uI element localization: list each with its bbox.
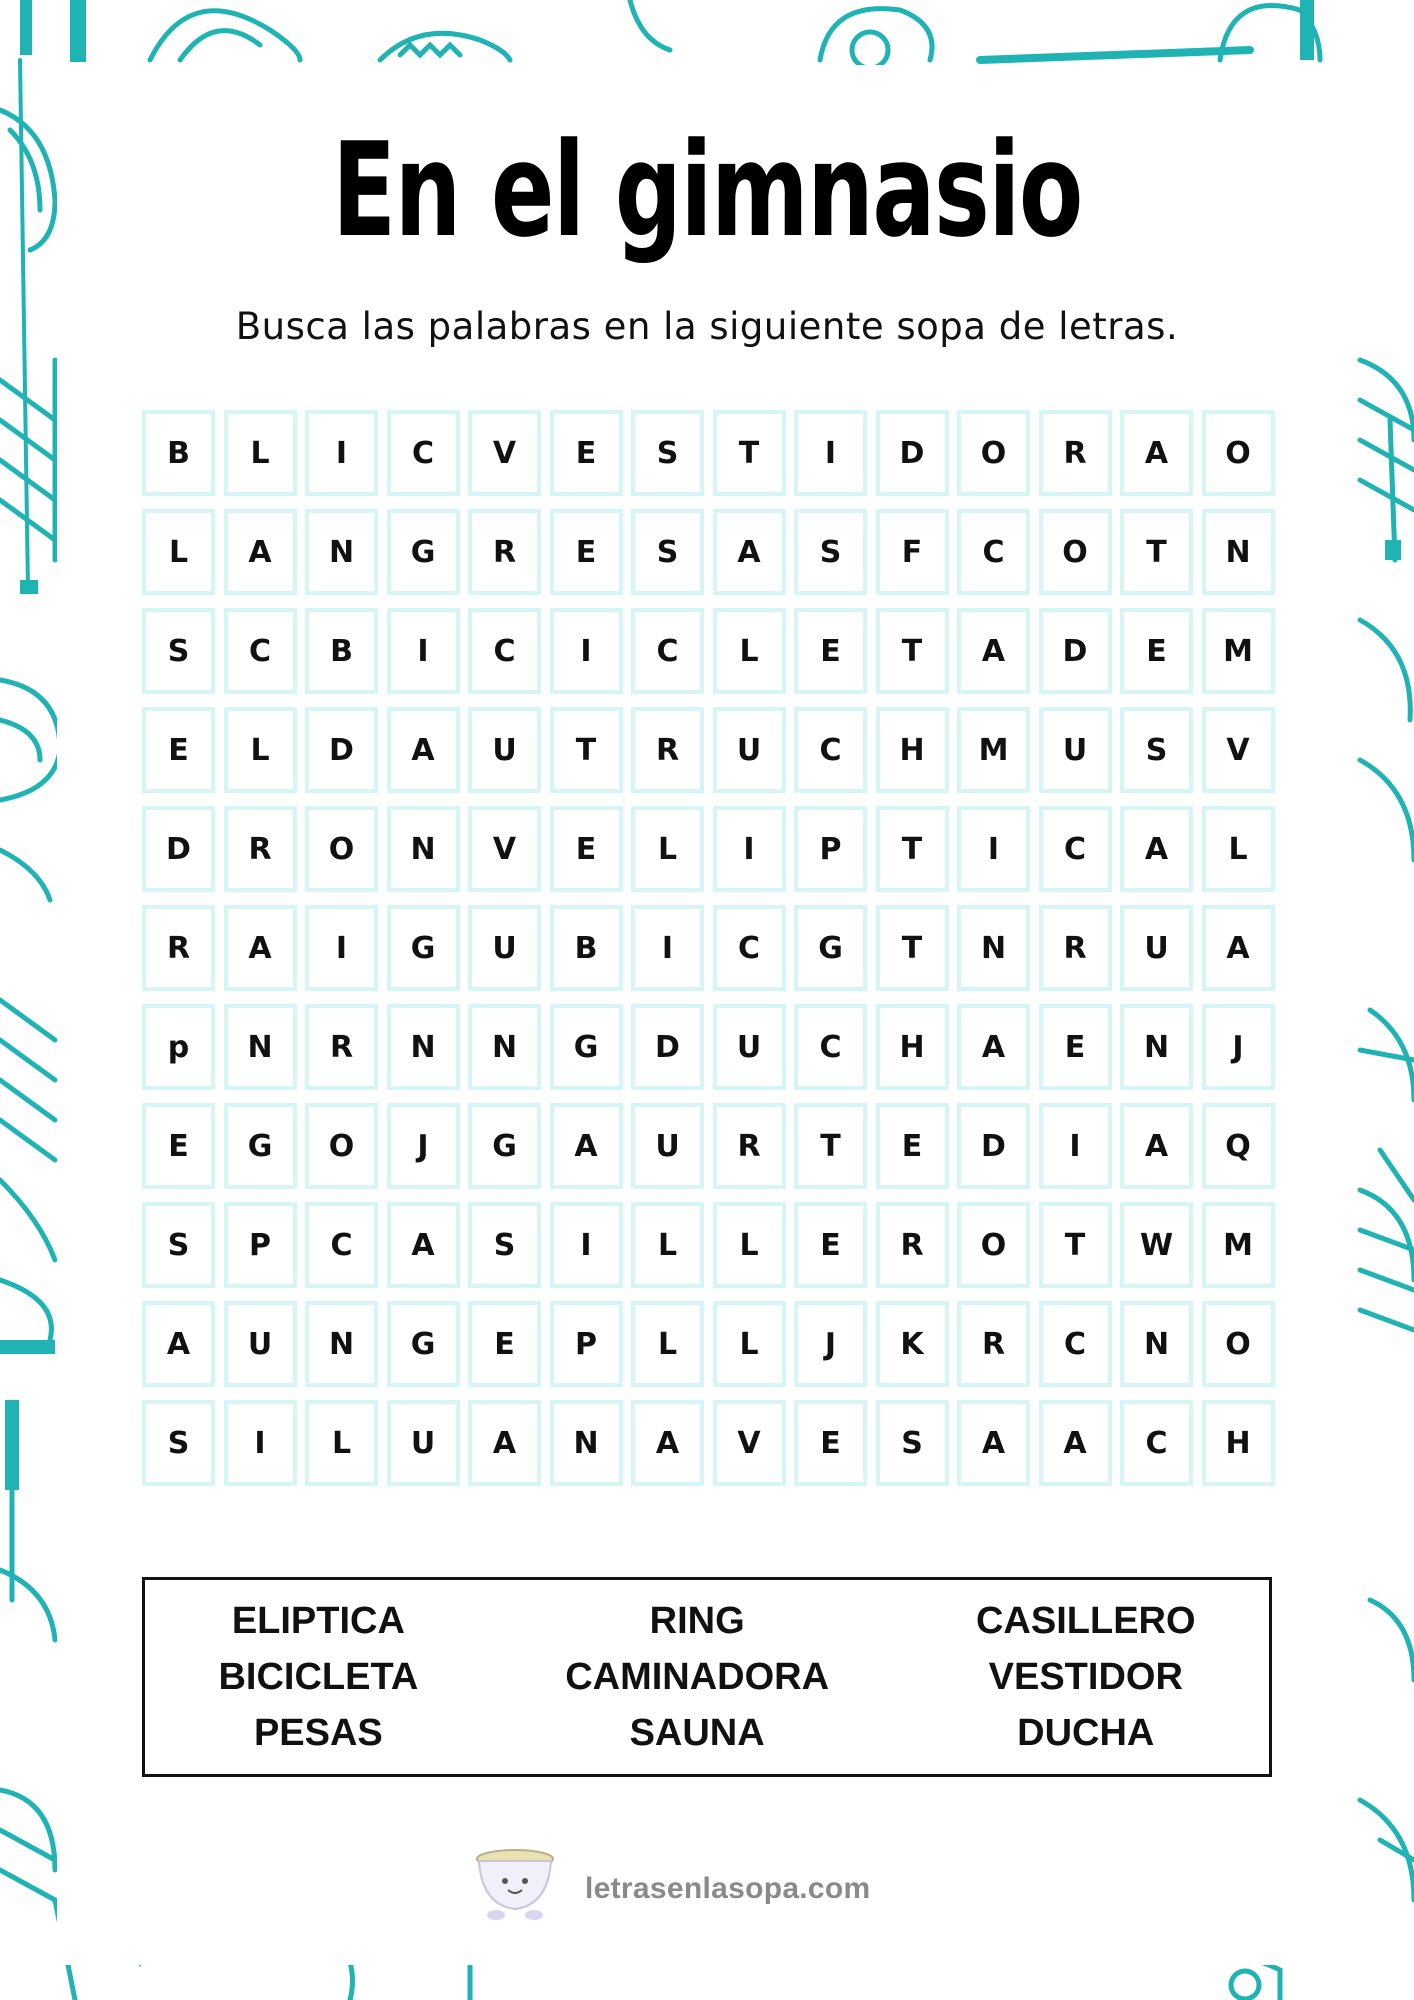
word-to-find: VESTIDOR — [988, 1656, 1183, 1698]
grid-cell: C — [631, 608, 704, 694]
grid-cell: V — [713, 1400, 786, 1486]
grid-cell: p — [142, 1004, 215, 1090]
grid-cell: C — [305, 1202, 378, 1288]
grid-cell: I — [1039, 1103, 1112, 1189]
grid-cell: G — [468, 1103, 541, 1189]
grid-cell: A — [224, 509, 297, 595]
grid-cell: O — [1039, 509, 1112, 595]
grid-cell: R — [957, 1301, 1030, 1387]
grid-cell: G — [550, 1004, 623, 1090]
grid-cell: A — [1039, 1400, 1112, 1486]
grid-cell: A — [224, 905, 297, 991]
grid-cell: R — [468, 509, 541, 595]
word-to-find: DUCHA — [1017, 1712, 1155, 1754]
grid-cell: U — [224, 1301, 297, 1387]
grid-cell: R — [713, 1103, 786, 1189]
grid-cell: H — [876, 1004, 949, 1090]
grid-cell: L — [631, 806, 704, 892]
grid-cell: I — [305, 905, 378, 991]
grid-cell: I — [957, 806, 1030, 892]
grid-cell: A — [957, 1004, 1030, 1090]
grid-cell: A — [957, 608, 1030, 694]
grid-cell: S — [468, 1202, 541, 1288]
grid-cell: S — [631, 410, 704, 496]
grid-cell: N — [387, 806, 460, 892]
grid-cell: R — [1039, 905, 1112, 991]
grid-cell: C — [1120, 1400, 1193, 1486]
grid-cell: O — [957, 410, 1030, 496]
grid-cell: E — [550, 410, 623, 496]
grid-cell: T — [876, 905, 949, 991]
grid-cell: D — [1039, 608, 1112, 694]
grid-cell: C — [1039, 1301, 1112, 1387]
grid-cell: O — [957, 1202, 1030, 1288]
grid-cell: U — [713, 707, 786, 793]
soup-bowl-icon — [470, 1843, 560, 1923]
word-to-find: RING — [649, 1600, 745, 1642]
grid-cell: L — [142, 509, 215, 595]
grid-cell: I — [550, 608, 623, 694]
grid-cell: M — [957, 707, 1030, 793]
grid-cell: L — [1202, 806, 1275, 892]
grid-cell: C — [387, 410, 460, 496]
grid-cell: A — [713, 509, 786, 595]
grid-cell: H — [876, 707, 949, 793]
grid-cell: E — [794, 1400, 867, 1486]
grid-cell: L — [631, 1202, 704, 1288]
grid-cell: G — [794, 905, 867, 991]
grid-cell: A — [1120, 806, 1193, 892]
grid-cell: N — [1120, 1301, 1193, 1387]
grid-cell: D — [142, 806, 215, 892]
grid-cell: I — [713, 806, 786, 892]
grid-cell: C — [794, 1004, 867, 1090]
grid-cell: C — [224, 608, 297, 694]
grid-cell: R — [631, 707, 704, 793]
grid-cell: O — [1202, 410, 1275, 496]
grid-cell: G — [387, 1301, 460, 1387]
grid-cell: R — [1039, 410, 1112, 496]
grid-cell: N — [1202, 509, 1275, 595]
grid-cell: L — [713, 1301, 786, 1387]
grid-cell: T — [794, 1103, 867, 1189]
grid-cell: O — [305, 806, 378, 892]
grid-cell: N — [387, 1004, 460, 1090]
grid-cell: E — [550, 806, 623, 892]
grid-cell: A — [142, 1301, 215, 1387]
grid-cell: L — [305, 1400, 378, 1486]
grid-cell: K — [876, 1301, 949, 1387]
website-link[interactable]: letrasenlasopa.com — [585, 1872, 871, 1905]
grid-cell: N — [224, 1004, 297, 1090]
grid-cell: P — [550, 1301, 623, 1387]
grid-cell: S — [876, 1400, 949, 1486]
word-list-box — [142, 1577, 1272, 1777]
grid-cell: F — [876, 509, 949, 595]
grid-cell: T — [1120, 509, 1193, 595]
grid-cell: E — [794, 1202, 867, 1288]
word-to-find: CASILLERO — [975, 1600, 1196, 1642]
grid-cell: S — [1120, 707, 1193, 793]
word-to-find: PESAS — [253, 1712, 383, 1754]
grid-cell: M — [1202, 608, 1275, 694]
grid-cell: N — [468, 1004, 541, 1090]
grid-cell: V — [468, 806, 541, 892]
grid-cell: R — [876, 1202, 949, 1288]
grid-cell: L — [224, 707, 297, 793]
grid-cell: U — [713, 1004, 786, 1090]
word-to-find: CAMINADORA — [565, 1656, 830, 1698]
grid-cell: W — [1120, 1202, 1193, 1288]
grid-cell: I — [387, 608, 460, 694]
grid-cell: A — [1120, 1103, 1193, 1189]
grid-cell: L — [631, 1301, 704, 1387]
grid-cell: U — [1120, 905, 1193, 991]
grid-cell: H — [1202, 1400, 1275, 1486]
grid-cell: U — [1039, 707, 1112, 793]
grid-cell: A — [387, 1202, 460, 1288]
grid-cell: C — [794, 707, 867, 793]
grid-cell: B — [550, 905, 623, 991]
grid-cell: P — [224, 1202, 297, 1288]
grid-cell: S — [794, 509, 867, 595]
grid-cell: I — [794, 410, 867, 496]
grid-cell: A — [550, 1103, 623, 1189]
grid-cell: T — [713, 410, 786, 496]
grid-cell: E — [1120, 608, 1193, 694]
grid-cell: N — [550, 1400, 623, 1486]
grid-cell: U — [468, 707, 541, 793]
grid-cell: E — [794, 608, 867, 694]
grid-cell: V — [1202, 707, 1275, 793]
grid-cell: B — [305, 608, 378, 694]
grid-cell: V — [468, 410, 541, 496]
grid-cell: N — [1120, 1004, 1193, 1090]
grid-cell: O — [1202, 1301, 1275, 1387]
word-list-column — [218, 1593, 418, 1761]
grid-cell: E — [142, 707, 215, 793]
grid-cell: S — [142, 1400, 215, 1486]
grid-cell: M — [1202, 1202, 1275, 1288]
grid-cell: C — [1039, 806, 1112, 892]
word-list-column — [976, 1593, 1196, 1761]
grid-cell: Q — [1202, 1103, 1275, 1189]
grid-cell: G — [387, 905, 460, 991]
grid-cell: E — [876, 1103, 949, 1189]
grid-cell: A — [1202, 905, 1275, 991]
grid-cell: G — [224, 1103, 297, 1189]
grid-cell: A — [387, 707, 460, 793]
grid-cell: L — [224, 410, 297, 496]
grid-cell: E — [1039, 1004, 1112, 1090]
grid-cell: E — [550, 509, 623, 595]
grid-cell: J — [1202, 1004, 1275, 1090]
grid-cell: T — [550, 707, 623, 793]
grid-cell: D — [305, 707, 378, 793]
grid-cell: N — [305, 1301, 378, 1387]
word-list-column — [565, 1593, 829, 1761]
grid-cell: C — [468, 608, 541, 694]
grid-cell: L — [713, 1202, 786, 1288]
grid-cell: U — [387, 1400, 460, 1486]
grid-cell: A — [631, 1400, 704, 1486]
grid-cell: T — [1039, 1202, 1112, 1288]
grid-cell: A — [1120, 410, 1193, 496]
grid-cell: E — [142, 1103, 215, 1189]
grid-cell: J — [794, 1301, 867, 1387]
grid-cell: U — [468, 905, 541, 991]
grid-cell: C — [957, 509, 1030, 595]
grid-cell: P — [794, 806, 867, 892]
grid-cell: J — [387, 1103, 460, 1189]
grid-cell: I — [631, 905, 704, 991]
grid-cell: R — [224, 806, 297, 892]
grid-cell: A — [468, 1400, 541, 1486]
word-to-find: ELIPTICA — [231, 1600, 405, 1642]
page-title: En el gimnasio — [332, 114, 1082, 266]
grid-cell: T — [876, 806, 949, 892]
word-search-grid — [142, 410, 1275, 1486]
grid-cell: B — [142, 410, 215, 496]
grid-cell: G — [387, 509, 460, 595]
grid-cell: E — [468, 1301, 541, 1387]
grid-cell: S — [142, 608, 215, 694]
grid-cell: D — [631, 1004, 704, 1090]
grid-cell: S — [631, 509, 704, 595]
grid-cell: I — [305, 410, 378, 496]
grid-cell: L — [713, 608, 786, 694]
grid-cell: N — [957, 905, 1030, 991]
grid-cell: D — [876, 410, 949, 496]
instructions-text: Busca las palabras en la siguiente sopa de letras. — [235, 305, 1179, 348]
grid-cell: N — [305, 509, 378, 595]
grid-cell: T — [876, 608, 949, 694]
grid-cell: R — [142, 905, 215, 991]
grid-cell: C — [713, 905, 786, 991]
grid-cell: I — [550, 1202, 623, 1288]
grid-cell: D — [957, 1103, 1030, 1189]
word-to-find: BICICLETA — [218, 1656, 419, 1698]
grid-cell: O — [305, 1103, 378, 1189]
grid-cell: A — [957, 1400, 1030, 1486]
word-to-find: SAUNA — [629, 1712, 765, 1754]
grid-cell: U — [631, 1103, 704, 1189]
grid-cell: S — [142, 1202, 215, 1288]
grid-cell: R — [305, 1004, 378, 1090]
grid-cell: I — [224, 1400, 297, 1486]
